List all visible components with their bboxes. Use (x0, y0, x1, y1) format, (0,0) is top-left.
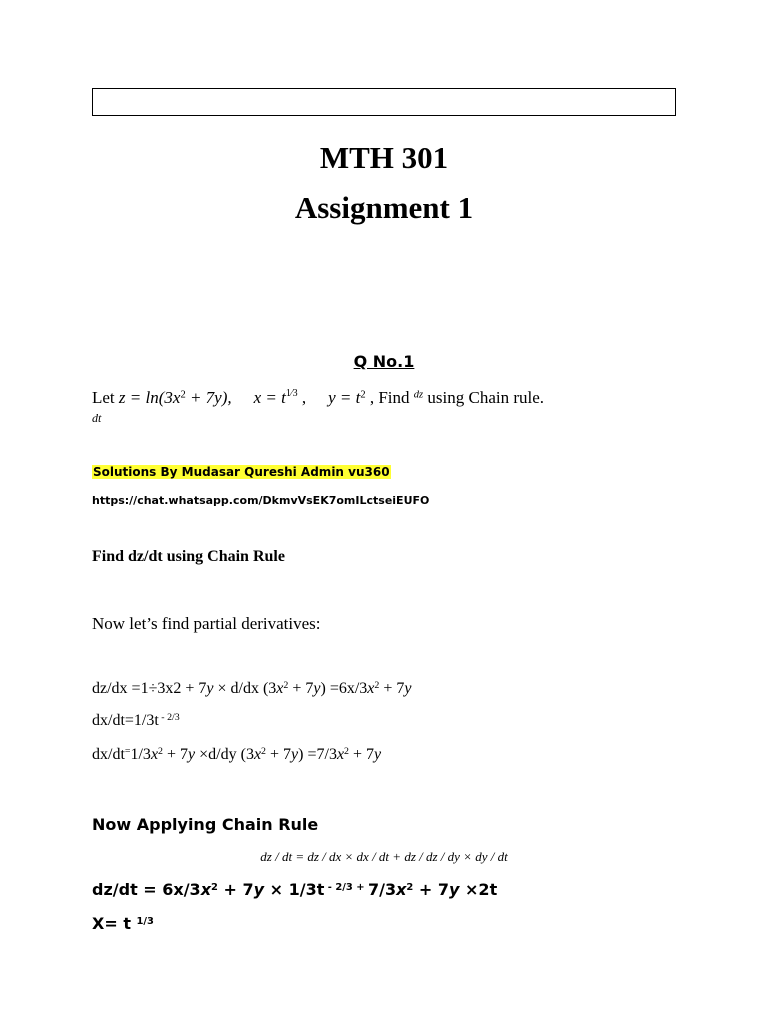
eq1-var: x (276, 680, 284, 697)
eq2-part: dx/dt=1/3t (92, 712, 159, 729)
equation-dz-dx (92, 680, 411, 698)
result-part: ×2t (459, 880, 498, 899)
xdef-exp: 1/3 (136, 916, 154, 928)
eq3-var: x (150, 746, 159, 763)
result-equation (92, 880, 497, 899)
eq3-part: + 7 (163, 746, 189, 763)
question-text: Let $z = \ln(3x^2 + 7y)$, $x = t^{1⁄3}$ , $y = t^2$ , Find $^{dz}$ using Chain rule. (92, 388, 545, 407)
result-part: + 7 (413, 880, 450, 899)
eq3-part: + 7 (266, 746, 292, 763)
question-z-def: z = ln(3x (118, 388, 181, 407)
document-subtitle: Assignment 1 (294, 190, 474, 225)
result-var: x (200, 880, 212, 899)
eq3-var: y (188, 746, 196, 763)
result-part: 7/3 (367, 880, 397, 899)
eq1-var: y (313, 680, 321, 697)
x-definition (92, 914, 154, 933)
equation-dy (92, 746, 381, 764)
question-number: Q No.1 (353, 352, 415, 371)
eq1-part: + 7 (288, 680, 314, 697)
question-x-def: x = t (253, 388, 286, 407)
question-x-exp-num: 1 (285, 388, 291, 399)
eq2-exp: - 2/3 (158, 712, 180, 724)
result-exp: 2 (211, 882, 218, 894)
eq3-var: x (253, 746, 262, 763)
document-title: MTH 301 (319, 140, 449, 175)
eq3-exp: 2 (261, 746, 266, 758)
question-y-def: y = t (328, 388, 361, 407)
partials-intro: Now let’s find partial derivatives: (92, 614, 321, 633)
eq3-part: 1/3 (130, 746, 151, 763)
question-let: Let (92, 388, 119, 407)
result-part: × 1/3t (264, 880, 325, 899)
eq3-part: ) =7/3 (298, 746, 337, 763)
result-var: x (396, 880, 407, 899)
eq3-exp: 2 (344, 746, 349, 758)
result-part: dz/dt = 6x/3 (92, 880, 201, 899)
eq3-exp: 2 (158, 746, 163, 758)
equation-dx-dt (92, 712, 180, 730)
eq3-var: y (291, 746, 299, 763)
eq1-part: ) =6x/3 (320, 680, 368, 697)
header-box (92, 88, 676, 116)
question-x-exp-den: 3 (292, 388, 298, 399)
question-dt: dt (92, 411, 102, 425)
result-exp: 2 (406, 882, 414, 894)
chain-rule-heading: Now Applying Chain Rule (92, 815, 319, 834)
question-find: , Find (365, 388, 414, 407)
solutions-credit: Solutions By Mudasar Qureshi Admin vu360 (93, 465, 390, 479)
question-dz: dz (413, 389, 424, 401)
eq3-var: y (374, 746, 382, 763)
find-heading: Find dz/dt using Chain Rule (92, 548, 285, 565)
eq1-var: y (206, 680, 214, 697)
eq3-part: dx/dt (92, 746, 125, 763)
xdef-part: X= t (92, 914, 137, 933)
eq1-part: + 7 (379, 680, 405, 697)
whatsapp-link[interactable]: https://chat.whatsapp.com/DkmvVsEK7omILctseiEUFO (92, 494, 430, 507)
result-part: + 7 (217, 880, 254, 899)
question-y-exp: 2 (360, 389, 366, 401)
eq1-exp: 2 (283, 680, 289, 692)
eq3-part: ×d/dy (3 (195, 746, 254, 763)
eq3-var: x (336, 746, 345, 763)
eq1-var: x (367, 680, 375, 697)
question-using: using Chain rule. (423, 388, 545, 407)
question-z-exp: 2 (180, 389, 186, 401)
question-x-comma: , (297, 388, 307, 407)
eq3-part: + 7 (349, 746, 375, 763)
eq3-eqsign: = (124, 746, 131, 758)
eq1-part: × d/dx (3 (213, 680, 277, 697)
eq1-part: dz/dx =1÷3x2 + 7 (92, 680, 207, 697)
result-exp: - 2/3 + (324, 882, 368, 894)
result-var: y (449, 880, 460, 899)
question-z-rest: + 7y), (185, 388, 232, 407)
result-var: y (253, 880, 265, 899)
eq1-exp: 2 (374, 680, 380, 692)
eq1-var: y (404, 680, 412, 697)
chain-rule-formula: dz / dt = dz / dx × dx / dt + dz / dz / dy × dy / dt (260, 849, 508, 864)
